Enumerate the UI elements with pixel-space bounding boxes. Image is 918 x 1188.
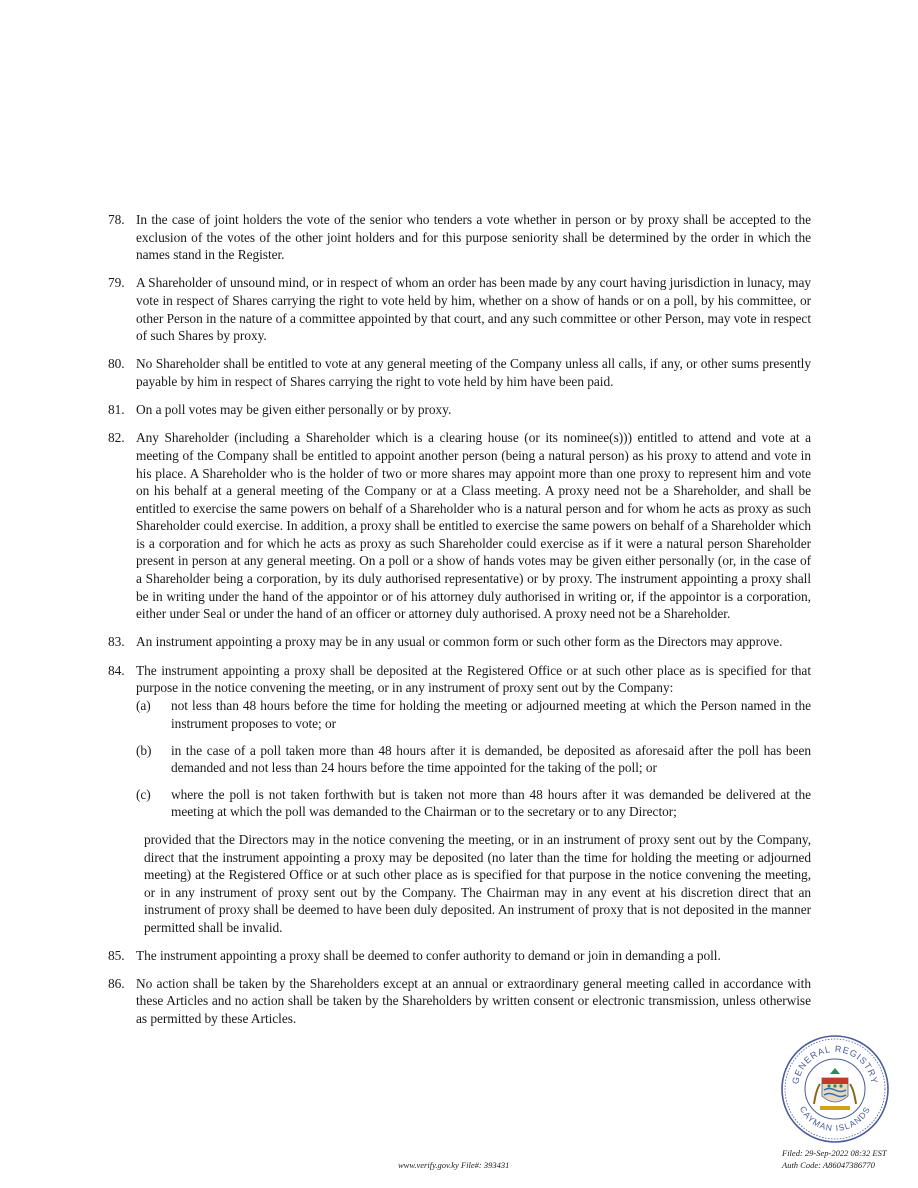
sub-item-b [136,742,811,777]
paragraph-82 [108,429,811,623]
paragraph-number: 79. [108,275,125,291]
sub-item-c [136,786,811,821]
paragraph-80 [108,355,811,390]
paragraph-number: 82. [108,430,125,446]
paragraph-number: 86. [108,975,125,991]
filing-stamp [782,1147,887,1171]
sub-item-label: (b) [136,742,152,758]
paragraph-text: The instrument appointing a proxy shall be deemed to confer authority to demand or join in demanding a poll. [136,947,721,963]
paragraph-86 [108,975,811,1028]
document-body [108,211,811,1038]
paragraph-number: 85. [108,947,125,963]
paragraph-83 [108,633,811,651]
paragraph-text: An instrument appointing a proxy may be in any usual or common form or such other form as the Directors may approve. [136,634,783,650]
paragraph-number: 78. [108,212,125,227]
paragraph-84 [108,662,811,697]
sub-item-label: (c) [136,786,151,802]
paragraph-81 [108,401,811,419]
auth-code: Auth Code: A86047386770 [782,1160,875,1170]
paragraph-number: 80. [108,356,125,372]
sub-item-a [136,697,811,732]
sub-item-text: where the poll is not taken forthwith but is taken not more than 48 hours after it was demanded be delivered at the meeting at which the poll was demanded to the Chairman or to the secretary or to any Director; [171,786,811,820]
filed-date: Filed: 29-Sep-2022 08:32 EST [782,1148,887,1158]
paragraph-78 [108,211,811,264]
proviso-text: provided that the Directors may in the notice convening the meeting, or in an instrument of proxy sent out by the Company, direct that the instrument appointing a proxy may be deposited (no later than the time for holding the meeting or adjourned meeting) at the Registered Office or at such other place as is specified for that purpose in the notice convening the meeting, or in any instrument of proxy sent out by the Company. The Chairman may in any event at his discretion direct that an instrument of proxy shall be deemed to have been duly deposited. An instrument of proxy that is not deposited in the manner permitted shall be invalid. [144,831,811,935]
paragraph-79 [108,274,811,344]
paragraph-text: On a poll votes may be given either personally or by proxy. [136,402,452,418]
paragraph-number: 83. [108,634,125,650]
paragraph-text: Any Shareholder (including a Shareholder which is a clearing house (or its nominee(s))) entitled to attend and vote at a meeting of the Company shall be entitled to appoint another person (being a natural person) as his proxy to attend and vote in his place. A Shareholder who is the holder of two or more shares may appoint more than one proxy to represent him and vote on his behalf at a general meeting of the Company or at a Class meeting. A proxy need not be a Shareholder, and shall be entitled to exercise the same powers on behalf of a Shareholder who is a natural person and for whom he acts as proxy as such Shareholder could exercise. In addition, a proxy shall be entitled to exercise the same powers on behalf of a Shareholder which is a corporation and for which he acts as proxy as such Shareholder could exercise as if it were a natural person Shareholder present in person at any general meeting. On a poll or a show of hands votes may be given either personally (or, in the case of a Shareholder being a corporation, by its duly authorised representative) or by proxy. The instrument appointing a proxy shall be in writing under the hand of the appointor or of his attorney duly authorised in writing or, if the appointor is a corporation, either under Seal or under the hand of an officer or attorney duly authorised. A proxy need not be a Shareholder. [136,430,811,622]
sub-item-text: in the case of a poll taken more than 48 hours after it is demanded, be deposited as aforesaid after the poll has been demanded and not less than 24 hours before the time appointed for the taking of the poll; or [171,742,811,776]
paragraph-84-body [136,662,811,697]
paragraph-text: No Shareholder shall be entitled to vote at any general meeting of the Company unless all calls, if any, or other sums presently payable by him in respect of Shares carrying the right to vote held by him have been paid. [136,356,811,389]
general-registry-seal-icon [780,1034,890,1144]
paragraph-84-items [108,697,811,936]
paragraph-text: The instrument appointing a proxy shall be deposited at the Registered Office or at such other place as is specified for that purpose in the notice convening the meeting, or in any instrument of proxy sent out by the Company: [136,662,811,696]
sub-item-label: (a) [136,698,151,714]
seal-bottom-text: CAYMAN ISLANDS [797,1104,873,1134]
paragraph-text: A Shareholder of unsound mind, or in respect of whom an order has been made by any court having jurisdiction in lunacy, may vote in respect of Shares carrying the right to vote held by him, whether on a show of hands or on a poll, by his committee, or other Person in the nature of a committee appointed by that court, and any such committee or other Person, may vote in respect of such Shares by proxy. [136,275,811,344]
sub-item-text: not less than 48 hours before the time for holding the meeting or adjourned meeting at which the Person named in the instrument proposes to vote; or [171,698,811,731]
seal-top-text: GENERAL REGISTRY [790,1043,880,1086]
paragraph-text: In the case of joint holders the vote of the senior who tenders a vote whether in person or by proxy shall be accepted to the exclusion of the votes of the other joint holders and for this purpose seniority shall be determined by the order in which the names stand in the Register. [136,212,811,263]
paragraph-number: 81. [108,402,125,418]
paragraph-text: No action shall be taken by the Shareholders except at an annual or extraordinary general meeting called in accordance with these Articles and no action shall be taken by the Shareholders by written consent or electronic transmission, unless otherwise as permitted by these Articles. [136,975,811,1026]
paragraph-85 [108,947,811,965]
paragraph-number: 84. [108,662,125,678]
footer-verify-url: www.verify.gov.ky File#: 393431 [398,1160,510,1170]
